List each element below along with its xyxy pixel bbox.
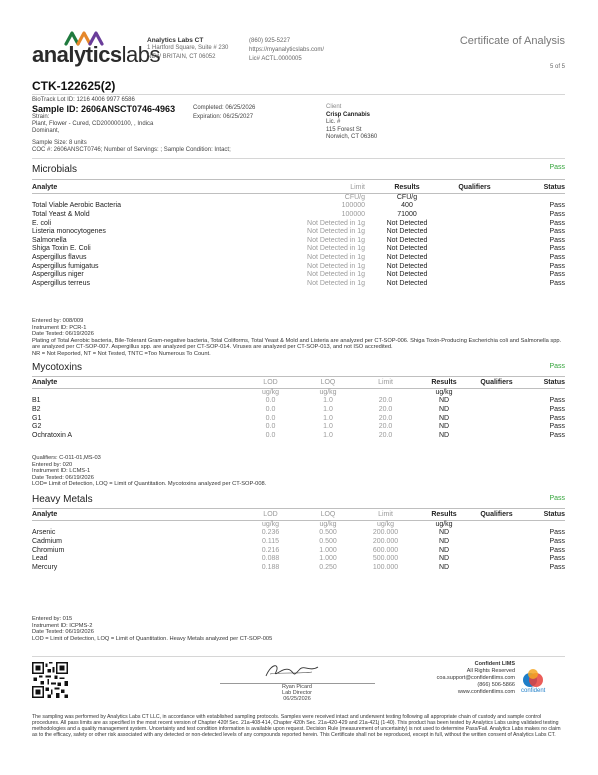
limit-cell: Not Detected in 1g — [307, 219, 365, 227]
table-row — [32, 245, 565, 254]
status-cell: Pass — [549, 236, 565, 244]
note-line: Instrument ID: LCMS-1 — [32, 468, 91, 475]
analyte-cell: Arsenic — [32, 529, 56, 537]
col-lod: LOD — [242, 510, 299, 520]
status-cell: Pass — [549, 555, 565, 563]
col-limit: Limit — [357, 510, 414, 520]
signer-title: Lab Director — [282, 690, 312, 696]
analyte-cell: Listeria monocytogenes — [32, 228, 106, 236]
result-cell: Not Detected — [386, 271, 428, 279]
col-loq: LOQ — [299, 510, 357, 520]
note-line: Instrument ID: PCR-1 — [32, 324, 87, 331]
result-cell: 400 — [401, 202, 413, 210]
mycotoxins-status: Pass — [549, 363, 565, 370]
qualifier-cell — [437, 245, 512, 254]
microbials-notes — [32, 318, 565, 358]
analyte-cell: Cadmium — [32, 537, 62, 545]
analyte-cell: Shiga Toxin E. Coli — [32, 245, 91, 253]
note-line: Entered by: 015 — [32, 616, 73, 622]
lims-rights: All Rights Reserved — [466, 668, 515, 674]
col-analyte: Analyte — [32, 183, 242, 193]
heavy-metals-notes — [32, 616, 565, 642]
biotrack-lot-id: BioTrack Lot ID: 1216 4006 9977 6586 — [32, 97, 135, 103]
lab-address-2: NEW BRITAIN, CT 06052 — [147, 54, 216, 60]
sample-dates — [193, 104, 255, 122]
mycotoxins-title: Mycotoxins — [32, 362, 83, 373]
heavy-metals-table — [32, 510, 565, 572]
status-cell: Pass — [549, 431, 565, 439]
table-row — [32, 537, 565, 546]
lims-website-link[interactable]: www.confidentlims.com — [457, 689, 515, 695]
table-row — [32, 262, 565, 271]
loq-cell: 1.0 — [323, 431, 333, 439]
brand-wordmark-bold: analytics — [32, 42, 122, 67]
lod-cell: 0.0 — [265, 431, 276, 439]
analyte-cell: Chromium — [32, 546, 65, 554]
unit-row — [32, 388, 565, 397]
qualifier-cell — [474, 563, 519, 572]
analyte-cell: Aspergillus terreus — [32, 279, 90, 287]
status-cell: Pass — [549, 253, 565, 261]
table-row — [32, 546, 565, 555]
table-row — [32, 270, 565, 279]
note-line: Plating of Total Aerobic bacteria, Bile-Tolerant Gram-negative bacteria, Total Coliforms, Total Yeast & Mold and Listeria are analyzed per CT-SOP-006. Shiga Toxin-Producing Escherichia coli and Salmonella spp. are analyzed per CT-SOP-007. Aspergillus spp. are analyzed per CT-SOP-014. Viruses are analyzed per CT-SOP-013, and not ISO accredited. — [32, 337, 562, 351]
qualifier-cell — [437, 202, 512, 211]
microbials-rule — [32, 179, 565, 180]
lab-address-1: 1 Hartford Square, Suite # 230 — [147, 45, 229, 51]
microbials-table — [32, 183, 565, 288]
status-cell: Pass — [549, 219, 565, 227]
result-cell: ND — [438, 563, 450, 571]
mycotoxins-notes — [32, 455, 565, 488]
analyte-cell: Lead — [32, 555, 48, 563]
note-line: Date Tested: 06/19/2026 — [32, 474, 94, 481]
col-status: Status — [519, 510, 565, 520]
status-cell: Pass — [549, 245, 565, 253]
limit-cell: Not Detected in 1g — [307, 245, 365, 253]
client-name: Crisp Cannabis — [326, 111, 371, 118]
loq-cell: 1.000 — [319, 546, 337, 554]
limit-cell: 200.000 — [372, 537, 399, 545]
strain-label: Strain: — [32, 114, 50, 120]
qualifier-cell — [474, 431, 519, 440]
result-cell: Not Detected — [386, 253, 428, 261]
result-cell: ND — [438, 414, 450, 422]
lab-info — [147, 37, 247, 62]
analyte-cell: Mercury — [32, 563, 58, 571]
qualifier-cell — [437, 219, 512, 228]
heavy-metals-status: Pass — [549, 495, 565, 502]
lod-cell: 0.088 — [261, 555, 280, 563]
status-cell: Pass — [549, 262, 565, 270]
lod-unit: ug/kg — [261, 521, 280, 529]
lab-license: Lic# ACTL.0000005 — [249, 56, 302, 62]
note-line: LOD= Limit of Detection, LOQ = Limit of Quantitation. Mycotoxins analyzed per CT-SOP-008. — [32, 481, 267, 488]
lod-cell: 0.0 — [265, 397, 276, 405]
col-lod: LOD — [242, 378, 299, 388]
completed-date: Completed: 06/25/2026 — [193, 105, 256, 111]
lims-email-link[interactable]: coa.support@confidentlims.com — [436, 675, 515, 681]
limit-cell: Not Detected in 1g — [307, 271, 365, 279]
analyte-cell: Aspergillus niger — [32, 271, 84, 279]
document-title: Certificate of Analysis — [459, 35, 565, 47]
loq-unit: ug/kg — [319, 389, 337, 397]
result-unit: ug/kg — [435, 389, 453, 397]
loq-cell: 0.500 — [319, 537, 337, 545]
note-line: NR = Not Reported, NT = Not Tested, TNTC =Too Numerous To Count. — [32, 350, 211, 357]
table-row — [32, 397, 565, 406]
lod-cell: 0.236 — [261, 529, 280, 537]
result-cell: ND — [438, 537, 450, 545]
loq-unit: ug/kg — [319, 521, 337, 529]
result-cell: Not Detected — [386, 279, 428, 287]
unit-row — [32, 193, 565, 202]
status-cell: Pass — [549, 202, 565, 210]
signer-date: 06/25/2026 — [283, 696, 311, 702]
result-cell: Not Detected — [386, 262, 428, 270]
signer-name: Ryan Picard — [282, 684, 312, 690]
limit-unit: ug/kg — [376, 521, 395, 529]
qualifier-cell — [474, 414, 519, 423]
status-cell: Pass — [549, 414, 565, 422]
table-row — [32, 554, 565, 563]
client-label: Client — [326, 104, 342, 110]
col-qualifiers: Qualifiers — [437, 183, 512, 193]
result-cell: 71000 — [397, 210, 417, 218]
lod-cell: 0.188 — [261, 563, 280, 571]
status-cell: Pass — [549, 563, 565, 571]
result-cell: Not Detected — [386, 228, 428, 236]
lod-cell: 0.115 — [262, 537, 279, 545]
col-results: Results — [377, 183, 437, 193]
client-info — [326, 104, 377, 142]
result-cell: ND — [438, 423, 450, 431]
result-cell: ND — [438, 529, 450, 537]
limit-cell: Not Detected in 1g — [307, 253, 365, 261]
status-cell: Pass — [549, 405, 565, 413]
note-line: LOD = Limit of Detection, LOQ = Limit of Quantitation. Heavy Metals analyzed per CT-SOP-005 — [32, 635, 273, 642]
qualifier-cell — [437, 210, 512, 219]
status-cell: Pass — [549, 537, 565, 545]
col-loq: LOQ — [299, 378, 357, 388]
microbials-status: Pass — [549, 164, 565, 171]
col-results: Results — [414, 510, 474, 520]
loq-cell: 1.0 — [323, 397, 333, 405]
lims-name: Confident LIMS — [474, 661, 515, 667]
loq-cell: 0.500 — [319, 529, 337, 537]
qualifier-cell — [437, 262, 512, 271]
table-row — [32, 253, 565, 262]
lab-name: Analytics Labs CT — [147, 37, 204, 44]
mycotoxins-rule — [32, 376, 565, 377]
result-cell: ND — [438, 555, 450, 563]
qualifier-cell — [474, 537, 519, 546]
loq-cell: 1.0 — [323, 423, 333, 431]
note-line: Instrument ID: ICPMS-2 — [32, 622, 93, 629]
mycotoxins-table — [32, 378, 565, 440]
client-license: Lic. # — [326, 119, 341, 125]
col-analyte: Analyte — [32, 378, 242, 388]
footer-divider — [32, 656, 565, 657]
result-cell: Not Detected — [386, 236, 428, 244]
qualifier-cell — [437, 227, 512, 236]
strain-line-2: Dominant, — [32, 128, 60, 134]
header-divider — [32, 94, 565, 95]
table-row — [32, 219, 565, 228]
analyte-cell: G2 — [32, 423, 42, 431]
qualifier-cell — [474, 554, 519, 563]
limit-cell: 20.0 — [378, 397, 393, 405]
expiration-date: Expiration: 06/25/2027 — [193, 114, 254, 120]
loq-cell: 1.000 — [319, 555, 337, 563]
lims-phone: (866) 506-5866 — [477, 682, 515, 688]
result-cell: ND — [438, 405, 450, 413]
microbials-title: Microbials — [32, 164, 78, 175]
analyte-cell: Aspergillus flavus — [32, 253, 87, 261]
status-cell: Pass — [549, 546, 565, 554]
limit-cell: Not Detected in 1g — [307, 236, 365, 244]
table-row — [32, 236, 565, 245]
qualifier-cell — [437, 253, 512, 262]
result-cell: ND — [438, 431, 450, 439]
qualifier-cell — [474, 405, 519, 414]
lab-phone: (860) 925-5227 — [249, 38, 291, 44]
analyte-cell: E. coli — [32, 219, 52, 227]
qualifier-cell — [474, 422, 519, 431]
lod-cell: 0.0 — [265, 405, 276, 413]
analyte-cell: Ochratoxin A — [32, 431, 73, 439]
limit-cell: 500.000 — [372, 555, 399, 563]
table-row — [32, 431, 565, 440]
sample-size: Sample Size: 8 units — [32, 140, 87, 146]
unit-row — [32, 520, 565, 529]
limit-cell: 200.000 — [372, 529, 399, 537]
client-address-2: Norwich, CT 06360 — [326, 134, 378, 140]
note-line: Date Tested: 06/19/2026 — [32, 331, 94, 338]
sample-size-info — [32, 140, 231, 154]
status-cell: Pass — [549, 423, 565, 431]
lod-cell: 0.0 — [265, 414, 276, 422]
analyte-cell: B1 — [32, 397, 41, 405]
col-status: Status — [512, 183, 565, 193]
strain-info — [32, 114, 192, 135]
result-cell: Not Detected — [386, 219, 428, 227]
loq-cell: 0.250 — [319, 563, 337, 571]
analyte-cell: B2 — [32, 405, 41, 413]
status-cell: Pass — [549, 529, 565, 537]
lims-info — [430, 661, 515, 696]
sample-id: Sample ID: 2606ANSCT0746-4963 — [32, 104, 176, 114]
qualifier-cell — [437, 279, 512, 288]
page-number: 5 of 5 — [549, 64, 565, 70]
result-cell: Not Detected — [386, 245, 428, 253]
limit-cell: 20.0 — [378, 405, 393, 413]
brand-wordmark-light: labs — [121, 42, 161, 67]
client-address-1: 115 Forest St — [326, 126, 362, 133]
lod-cell: 0.0 — [265, 423, 276, 431]
table-row — [32, 227, 565, 236]
status-cell: Pass — [549, 397, 565, 405]
col-analyte: Analyte — [32, 510, 242, 520]
note-line: Date Tested: 06/19/2026 — [32, 629, 94, 636]
table-row — [32, 202, 565, 211]
lod-unit: ug/kg — [261, 389, 280, 397]
confident-wordmark: confident — [521, 688, 546, 694]
qualifier-cell — [474, 397, 519, 406]
note-line: Entered by: 020 — [32, 461, 73, 468]
qualifier-cell — [437, 236, 512, 245]
table-row — [32, 422, 565, 431]
limit-cell: Not Detected in 1g — [307, 228, 365, 236]
table-row — [32, 279, 565, 288]
table-row — [32, 210, 565, 219]
table-row — [32, 563, 565, 572]
lod-cell: 0.216 — [261, 546, 280, 554]
qualifier-cell — [474, 546, 519, 555]
result-cell: ND — [438, 546, 450, 554]
ctk-number: CTK-122625(2) — [32, 79, 116, 93]
confident-logo-icon — [522, 668, 544, 688]
col-limit: Limit — [242, 183, 377, 193]
limit-cell: 600.000 — [372, 546, 399, 554]
analyte-cell: G1 — [32, 414, 42, 422]
heavy-metals-rule — [32, 508, 565, 509]
col-qualifiers: Qualifiers — [474, 510, 519, 520]
analyte-cell: Salmonella — [32, 236, 67, 244]
heavy-metals-title: Heavy Metals — [32, 494, 93, 505]
signer-block — [262, 684, 332, 702]
qualifier-cell — [474, 529, 519, 538]
table-row — [32, 529, 565, 538]
limit-cell: 100000 — [341, 202, 365, 210]
status-cell: Pass — [549, 210, 565, 218]
limit-cell: 20.0 — [378, 431, 393, 439]
analyte-cell: Total Viable Aerobic Bacteria — [32, 202, 121, 210]
col-limit: Limit — [357, 378, 414, 388]
limit-cell: Not Detected in 1g — [307, 262, 365, 270]
status-cell: Pass — [549, 279, 565, 287]
limit-cell: Not Detected in 1g — [307, 279, 365, 287]
lab-website-link[interactable]: https://myanalyticslabs.com/ — [249, 47, 325, 53]
col-results: Results — [414, 378, 474, 388]
col-qualifiers: Qualifiers — [474, 378, 519, 388]
table-row — [32, 414, 565, 423]
limit-unit: CFU/g — [344, 194, 365, 202]
limit-cell: 100000 — [341, 210, 365, 218]
status-cell: Pass — [549, 228, 565, 236]
table-row — [32, 405, 565, 414]
limit-cell: 20.0 — [378, 414, 393, 422]
limit-cell: 100.000 — [372, 563, 399, 571]
loq-cell: 1.0 — [323, 414, 333, 422]
disclaimer-text: The sampling was performed by Analytics Labs CT LLC, in accordance with established sampling protocols. Samples were received intact and underwent testing following all appropriate chain of custody and sample control procedures. All pass limits are as specified in the most recent version of Chapter 420f Sec. 21a-408-414, Chapter 420h Sec. 21a-420-429 and 21a-421j (1-40). This product has been tested by Analytics Labs using validated testing methodologies and a quality management system. Uncertainty and test condition information is available upon request. Decision Rule (measurement of uncertainty) is not used to determine Pass/Fail. Analytics Labs makes no claim as to the efficacy, safety or other risk associated with any detected or non-detected levels of any compounds reported herein. This Certificate shall not be reproduced, except in full, without the written consent of Analytics Labs CT. — [32, 714, 561, 738]
analyte-cell: Total Yeast & Mold — [32, 210, 90, 218]
brand-wordmark — [32, 42, 160, 68]
note-line: Qualifiers: C-011-01,MS-03 — [32, 455, 101, 461]
signature-icon — [262, 660, 322, 682]
qualifier-cell — [437, 270, 512, 279]
qr-code-icon[interactable] — [32, 662, 68, 698]
loq-cell: 1.0 — [323, 405, 333, 413]
coc-info: COC #: 2606ANSCT0746; Number of Servings: ; Sample Condition: Intact; — [32, 147, 231, 153]
status-cell: Pass — [549, 271, 565, 279]
note-line: Entered by: 008/009 — [32, 318, 84, 324]
result-unit: CFU/g — [396, 194, 418, 202]
strain-line-1: Plant, Flower - Cured, CD200000100, , Indica — [32, 121, 154, 127]
result-unit: ug/kg — [435, 521, 453, 529]
col-status: Status — [519, 378, 565, 388]
result-cell: ND — [438, 397, 450, 405]
limit-cell: 20.0 — [378, 423, 393, 431]
section-divider — [32, 158, 565, 159]
analyte-cell: Aspergillus fumigatus — [32, 262, 99, 270]
lab-contact — [249, 37, 359, 64]
